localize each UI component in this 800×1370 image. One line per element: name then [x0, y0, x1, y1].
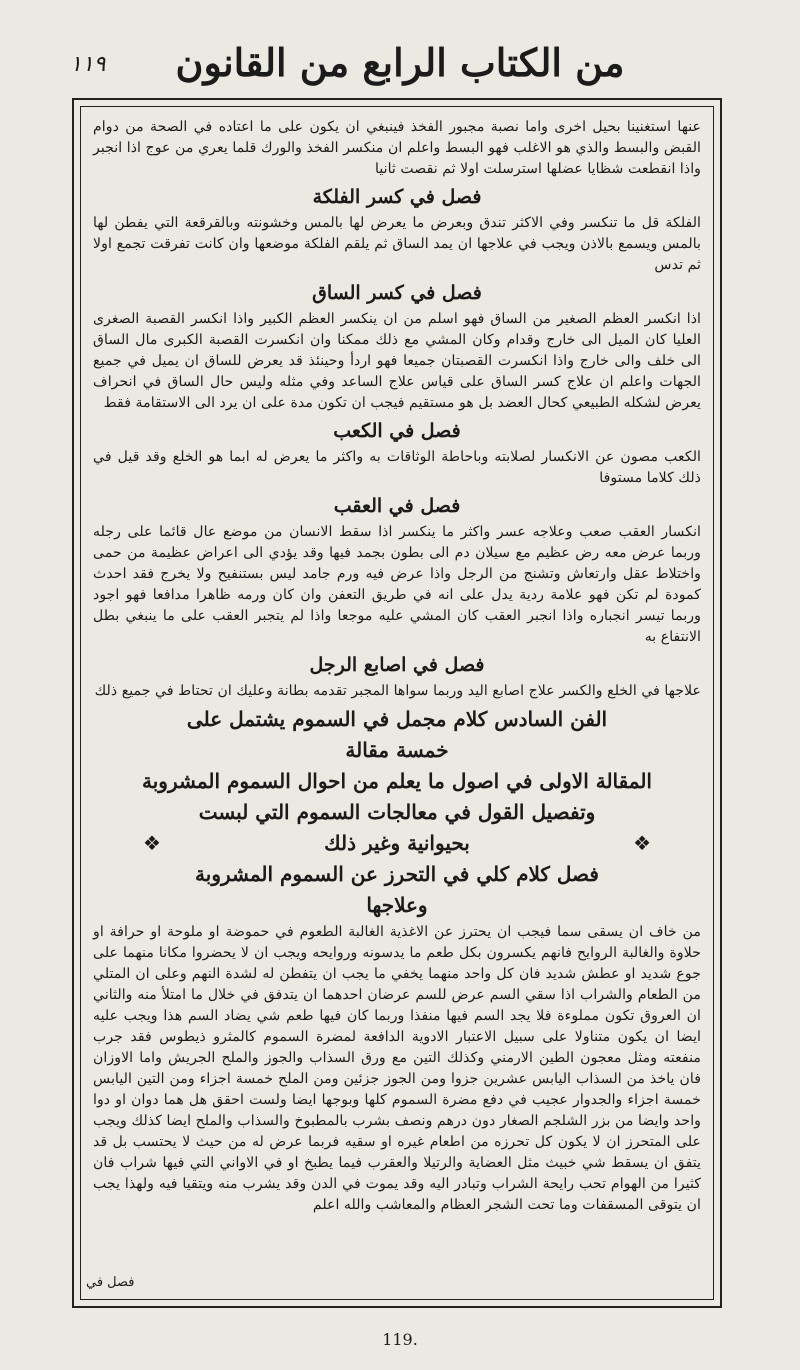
paragraph: انكسار العقب صعب وعلاجه عسر واكثر ما ينكسر اذا سقط الانسان من موضع عال قائما على رجله وربما عرض معه رض عظيم مع سيلان دم الى بطون بجمد فيها وقد يؤدي الى اعراض عظيمة من حمى واختلاط عقل وارتعاش وتشنج من الرجل واذا عرض فيه ورم جامد ليس بستنفيح ولا يخرج فقد احدث كمودة لم تكن فهو علامة ردية يدل على انه في طريق التعفن وان كان ورمه ظاهرا مدافعا فهو اجود وربما تيسر انجباره واذا انجبر العقب كان المشي عليه موجعا واذا لم يتجبر العقب على ما ينبغي بطل الانتفاع به	[93, 524, 701, 645]
paragraph: علاجها في الخلع والكسر علاج اصابع اليد وربما سواها المجبر تقدمه بطانة وعليك ان تحتاط في جميع ذلك	[94, 683, 701, 699]
section-heading: فصل في كسر الفلكة	[312, 186, 482, 208]
paragraph: عنها استغنينا بحيل اخرى واما نصبة مجبور الفخذ فينبغي ان يكون على ما اعتاده في الصحة من دوام القبض والبسط والذي هو الاغلب فهو البسط واعلم ان منكسر الفخذ والورك قلما يعري من عوج اذا انجبر واذا انقطعت شظايا عضلها استرسلت اولا ثم نقصت ثانيا	[93, 119, 701, 177]
chapter-heading: الفن السادس كلام مجمل في السموم يشتمل على	[186, 707, 608, 731]
section-heading: فصل كلام كلي في التحرز عن السموم المشروبة	[195, 862, 599, 886]
paragraph: من خاف ان يسقى سما فيجب ان يحترز عن الاغذية الغالبة الطعوم في حموضة او ملوحة او حرافة او حلاوة والغالبة الروايح فانهم يكسرون بكل طعم ما يدسونه وروايحه ويجب ان لا يحضروا مكانا منهما على جوع شديد او عطش شديد فان كل واحد منهما يخفي ما يجب ان يتفطن له لشدة النهم وعلى ان المتلي من الطعام والشراب اذا سقي السم عرض للسم عرضان احدهما ان يتدفق في خلال ما امتلأ منه والثاني ان العروق تكون مملوءة فلا يجد السم فيها منفذا وربما كان فيها طعم شي يضاد السم هذا ويجب عليه ايضا ان يكون متناولا على سبيل الاعتبار الادوية الدافعة لمضرة السموم كالمثرو ذيطوس فقد جرب منفعته ومثل معجون الطين الارمني وكذلك التين مع ورق السذاب والجوز والملح الجريش واما الاوزان فان ياخذ من السذاب اليابس عشرين جزوا ومن الجوز جزئين ومن الملح خمسة اجزاء ومن التين اليابس خمسة اجزاء والجدوار عجيب في دفع مضرة السموم كلها وبوجها ايضا ولست احقق هل هما دوان او دوا واحد وايضا من بزر الشلجم الصغار دون درهم ونصف بشرب بالمطبوخ والسذاب والملح ايضا كذلك ويجب على المتحرز ان لا يكون كل تحرزه من اطعام غيره او سقيه فربما عرض له من حيث لا يحتسب بل قد يتفق ان يسقط شي خبيث مثل العضاية والرتيلا والعقرب فيما يطبخ او في الاواني التي فيها شراب فان كثيرا من الهوام تحب رايحة الشراب وتبادر اليه وقد يموت في الدن وقد يشرب منه ويتقيا فيه ولهذا يجب ان يتوقى المسقفات وما تحت الشجر العظام والمعاشب والله اعلم	[93, 924, 701, 1213]
catchword: فصل في	[86, 1275, 135, 1290]
section-heading: فصل في الكعب	[333, 420, 461, 442]
chapter-heading: المقالة الاولى في اصول ما يعلم من احوال السموم المشروبة	[142, 769, 652, 793]
section-heading: فصل في كسر الساق	[312, 282, 482, 304]
page-number-top: ۱۱۹	[70, 52, 106, 77]
ornament-heading-row	[93, 829, 701, 858]
section-heading: فصل في اصابع الرجل	[309, 654, 485, 676]
paragraph: الفلكة قل ما تنكسر وفي الاكثر تندق وبعرض ما يعرض لها بالمس وخشونته وبالقرقعة التي يفطن لها بالمس ويسمع بالاذن ويجب في علاجها ان يمد الساق ثم يلقم الفلكة موضعها وان كانت تفرقت تجمع اولا ثم تدس	[93, 215, 701, 273]
text-body	[80, 106, 714, 1300]
chapter-heading: وتفصيل القول في معالجات السموم التي لبست	[198, 800, 596, 824]
chapter-heading: خمسة مقالة	[345, 738, 449, 762]
paragraph: الكعب مصون عن الانكسار لصلابته وباحاطة الوثاقات به واكثر ما يعرض له ابما هو الخلع وقد قيل في ذلك كلاما مستوفا	[93, 449, 701, 486]
ornament-icon: ❖	[633, 831, 651, 855]
section-heading: فصل في العقب	[333, 495, 461, 517]
paragraph: اذا انكسر العظم الصغير من الساق فهو اسلم من ان ينكسر العظم الكبير واذا انكسر القصبة الصغرى العليا كان الميل الى خارج وقدام وكان المشي مع ذلك ممكنا وان انكسرت القصبة الكبرى مال الساق الى خلف والى خارج واذا انكسرت القصبتان جميعا فهو اردأ وحينئذ قد يعرض للساق ان يميل في جميع الجهات واعلم ان علاج كسر الساق على قياس علاج الساعد وفي مثله وليس حال الساق في انحراف يعرض لشكله الطبيعي كحال العضد بل هو مستقيم فيجب ان تكون مدة على ان يرد الى الاستقامة فقط	[93, 311, 701, 411]
ornament-icon: ❖	[143, 831, 161, 855]
page-number-bottom: 119.	[382, 1330, 418, 1349]
running-header-title: من الكتاب الرابع من القانون	[175, 40, 625, 85]
chapter-heading: بحيوانية وغير ذلك	[324, 831, 470, 855]
text-frame	[72, 98, 722, 1308]
section-heading: وعلاجها	[366, 893, 428, 917]
